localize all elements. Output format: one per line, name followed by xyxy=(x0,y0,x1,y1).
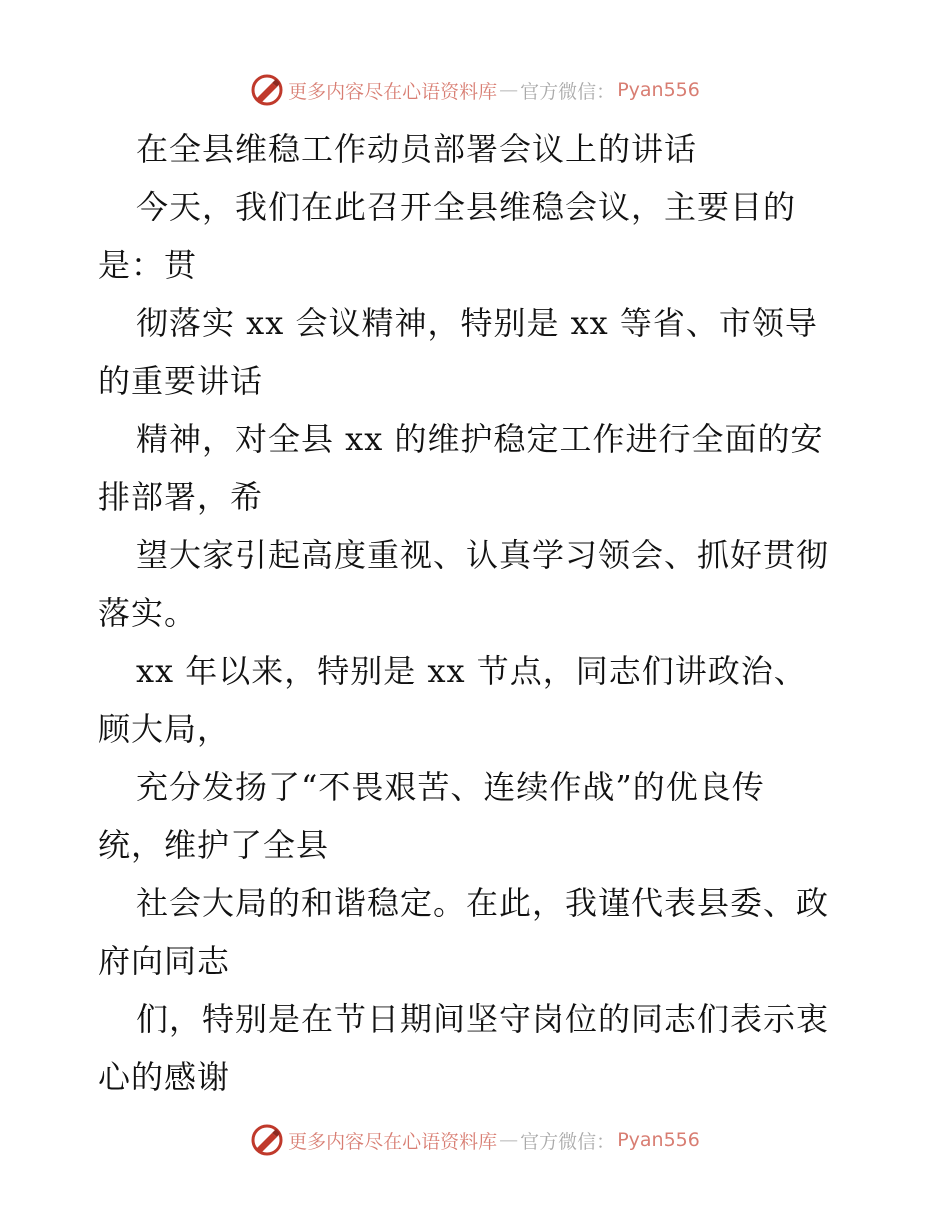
text-line: 充分发扬了“不畏艰苦、连续作战”的优良传 xyxy=(136,768,765,806)
pen-logo-icon xyxy=(250,1123,284,1157)
text-line: 社会大局的和谐稳定。在此，我谨代表县委、政 xyxy=(136,884,830,922)
text-line: 今天，我们在此召开全县维稳会议，主要目的 xyxy=(136,188,797,226)
text-line: xx 年以来，特别是 xx 节点，同志们讲政治、 xyxy=(136,652,807,690)
header-wechat-label: 官方微信： xyxy=(520,80,616,103)
text-line: 望大家引起高度重视、认真学习领会、抓好贯彻 xyxy=(136,536,830,574)
footer-wechat-label: 官方微信： xyxy=(520,1130,616,1153)
text-line: 的重要讲话 xyxy=(98,362,264,400)
text-line: 彻落实 xx 会议精神，特别是 xx 等省、市领导 xyxy=(136,304,818,342)
text-line: 们，特别是在节日期间坚守岗位的同志们表示衷 xyxy=(136,1000,830,1038)
text-line: 落实。 xyxy=(98,594,198,632)
document-body xyxy=(98,120,858,1106)
text-line: 顾大局， xyxy=(98,710,231,748)
header-wechat-id: Pyan556 xyxy=(617,79,700,101)
header-brand: 更多内容尽在心语资料库 xyxy=(288,80,498,103)
text-line: 是：贯 xyxy=(98,246,198,284)
header-watermark xyxy=(0,72,950,108)
footer-brand: 更多内容尽在心语资料库 xyxy=(288,1130,498,1153)
text-line: 心的感谢 xyxy=(98,1058,231,1096)
footer-dash: — xyxy=(499,1129,519,1151)
text-line: 精神，对全县 xx 的维护稳定工作进行全面的安 xyxy=(136,420,824,458)
text-line: 统，维护了全县 xyxy=(98,826,330,864)
footer-wechat-id: Pyan556 xyxy=(617,1129,700,1151)
text-line: 排部署，希 xyxy=(98,478,264,516)
document-title: 在全县维稳工作动员部署会议上的讲话 xyxy=(136,130,698,168)
footer-watermark xyxy=(0,1122,950,1158)
pen-logo-icon xyxy=(250,73,284,107)
header-dash: — xyxy=(499,79,519,101)
text-line: 府向同志 xyxy=(98,942,231,980)
